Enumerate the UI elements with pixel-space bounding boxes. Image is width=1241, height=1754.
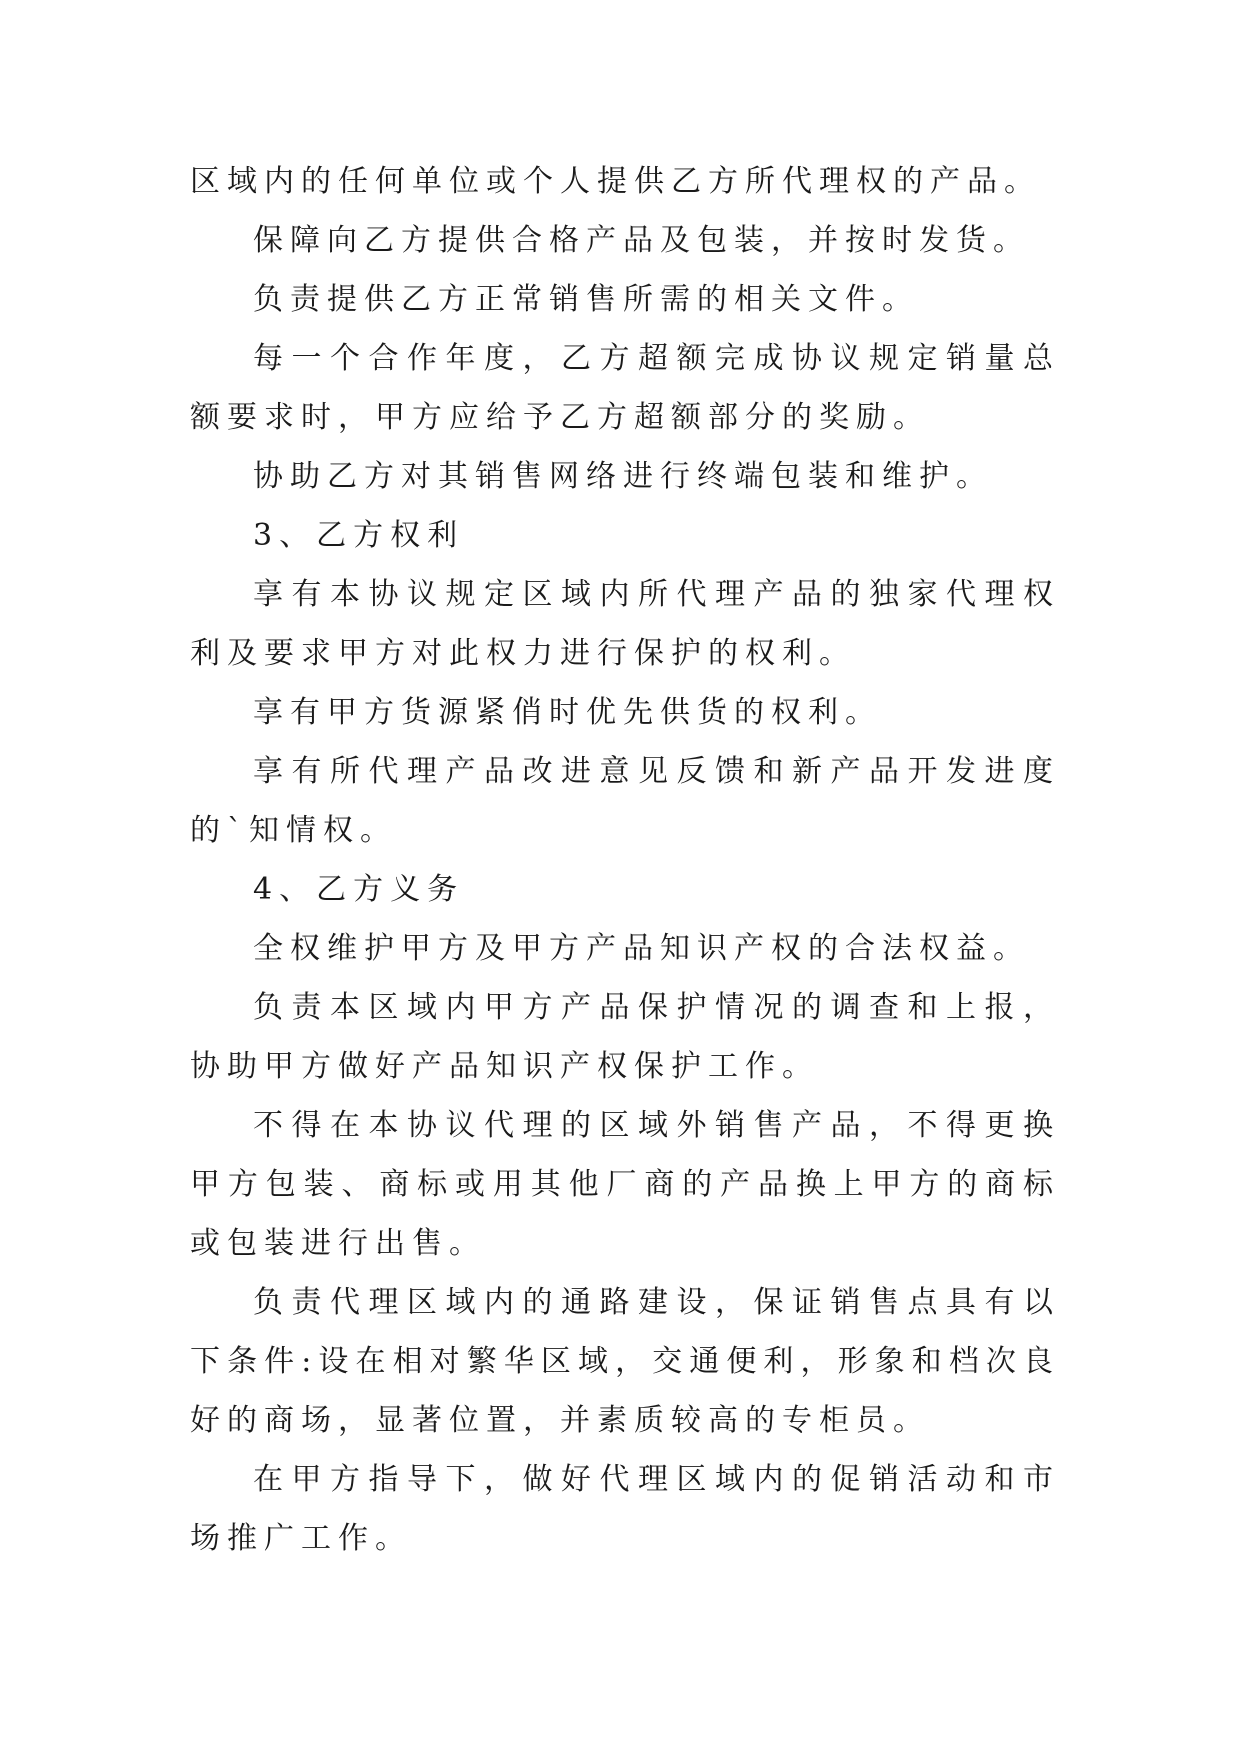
paragraph-13: 在甲方指导下，做好代理区域内的促销活动和市场推广工作。 (190, 1462, 1060, 1556)
document-body (190, 152, 1060, 1568)
paragraph-8: 享有所代理产品改进意见反馈和新产品开发进度的`知情权。 (190, 754, 1060, 848)
paragraph-10: 负责本区域内甲方产品保护情况的调查和上报，协助甲方做好产品知识产权保护工作。 (190, 990, 1060, 1084)
paragraph-4: 每一个合作年度，乙方超额完成协议规定销量总额要求时，甲方应给予乙方超额部分的奖励。 (190, 341, 1060, 435)
paragraph-5: 协助乙方对其销售网络进行终端包装和维护。 (253, 459, 993, 494)
section-heading-4: 4、乙方义务 (253, 872, 465, 907)
paragraph-9: 全权维护甲方及甲方产品知识产权的合法权益。 (253, 931, 1030, 966)
paragraph-7: 享有甲方货源紧俏时优先供货的权利。 (253, 695, 882, 730)
paragraph-6: 享有本协议规定区域内所代理产品的独家代理权利及要求甲方对此权力进行保护的权利。 (190, 577, 1060, 671)
paragraph-2: 保障向乙方提供合格产品及包装，并按时发货。 (253, 223, 1030, 258)
section-heading-3: 3、乙方权利 (253, 518, 465, 553)
paragraph-3: 负责提供乙方正常销售所需的相关文件。 (253, 282, 919, 317)
paragraph-12: 负责代理区域内的通路建设，保证销售点具有以下条件:设在相对繁华区域，交通便利，形象和档次良好的商场，显著位置，并素质较高的专柜员。 (190, 1285, 1060, 1438)
paragraph-11: 不得在本协议代理的区域外销售产品，不得更换甲方包装、商标或用其他厂商的产品换上甲方的商标或包装进行出售。 (190, 1108, 1060, 1261)
paragraph-1: 区域内的任何单位或个人提供乙方所代理权的产品。 (190, 164, 1041, 199)
